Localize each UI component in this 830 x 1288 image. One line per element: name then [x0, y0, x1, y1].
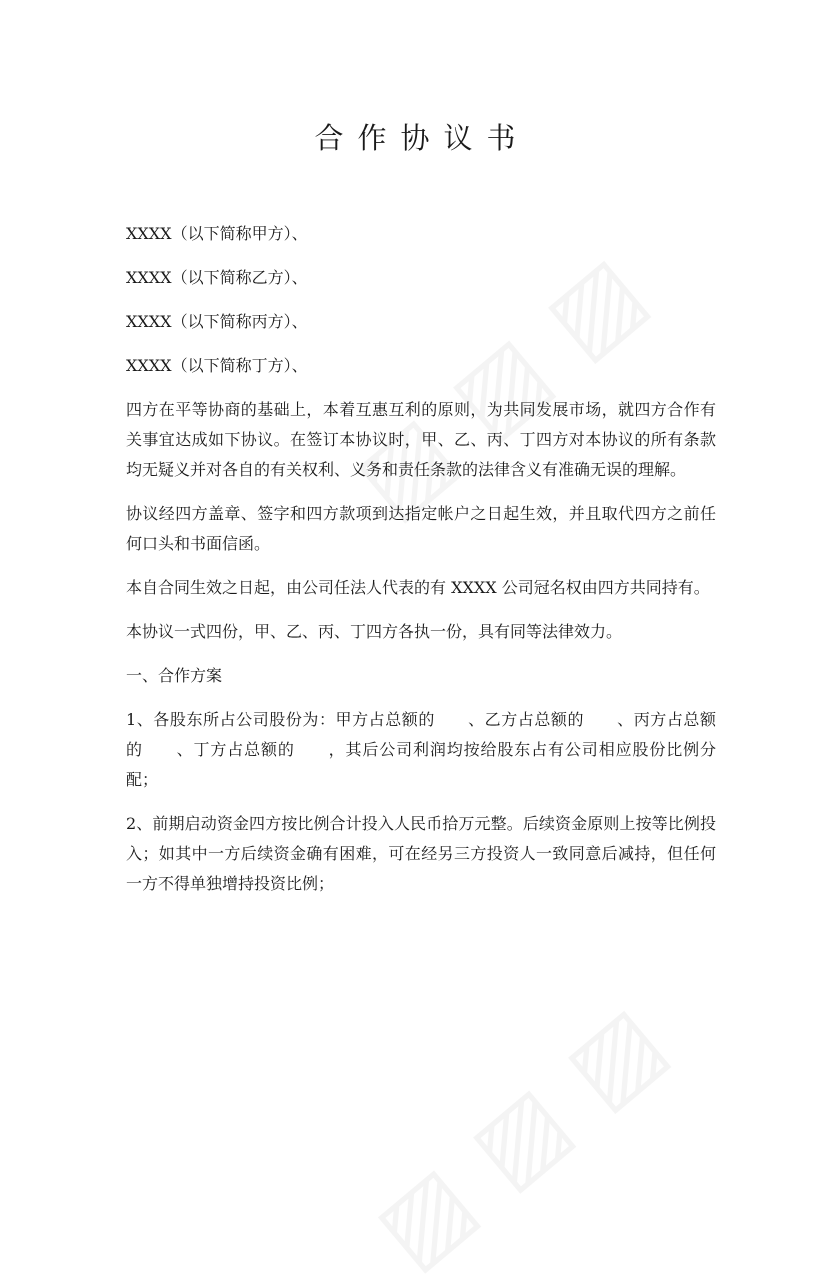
party-d-line: XXXX（以下简称丁方）、	[126, 356, 308, 375]
effective-clause: 协议经四方盖章、签字和四方款项到达指定帐户之日起生效，并且取代四方之前任何口头和书面信函。	[126, 504, 716, 553]
party-c-line: XXXX（以下简称丙方）、	[126, 312, 308, 331]
section-heading: 一、合作方案	[126, 666, 223, 685]
document-title: 合作协议书	[314, 121, 530, 155]
clause-2: 2、前期启动资金四方按比例合计投入人民币拾万元整。后续资金原则上按等比例投入；如其中一方后续资金确有困难，可在经另三方投资人一致同意后减持，但任何一方不得单独增持投资比例；	[126, 814, 716, 893]
agreement-preamble: 四方在平等协商的基础上，本着互惠互利的原则，为共同发展市场，就四方合作有关事宜达成如下协议。在签订本协议时，甲、乙、丙、丁四方对本协议的所有条款均无疑义并对各自的有关权利、义务和责任条款的法律含义有准确无误的理解。	[126, 400, 716, 479]
copies-clause: 本协议一式四份，甲、乙、丙、丁四方各执一份，具有同等法律效力。	[126, 622, 623, 641]
party-a-line: XXXX（以下简称甲方）、	[126, 224, 308, 243]
document-body	[126, 219, 716, 913]
watermark	[354, 984, 686, 1288]
clause-1: 1、各股东所占公司股份为：甲方占总额的 、乙方占总额的 、丙方占总额的 、丁方占总额的 ，其后公司利润均按给股东占有公司相应股份比例分配；	[126, 710, 716, 789]
party-b-line: XXXX（以下简称乙方）、	[126, 268, 308, 287]
naming-rights-clause: 本自合同生效之日起，由公司任法人代表的有 XXXX 公司冠名权由四方共同持有。	[126, 578, 710, 597]
